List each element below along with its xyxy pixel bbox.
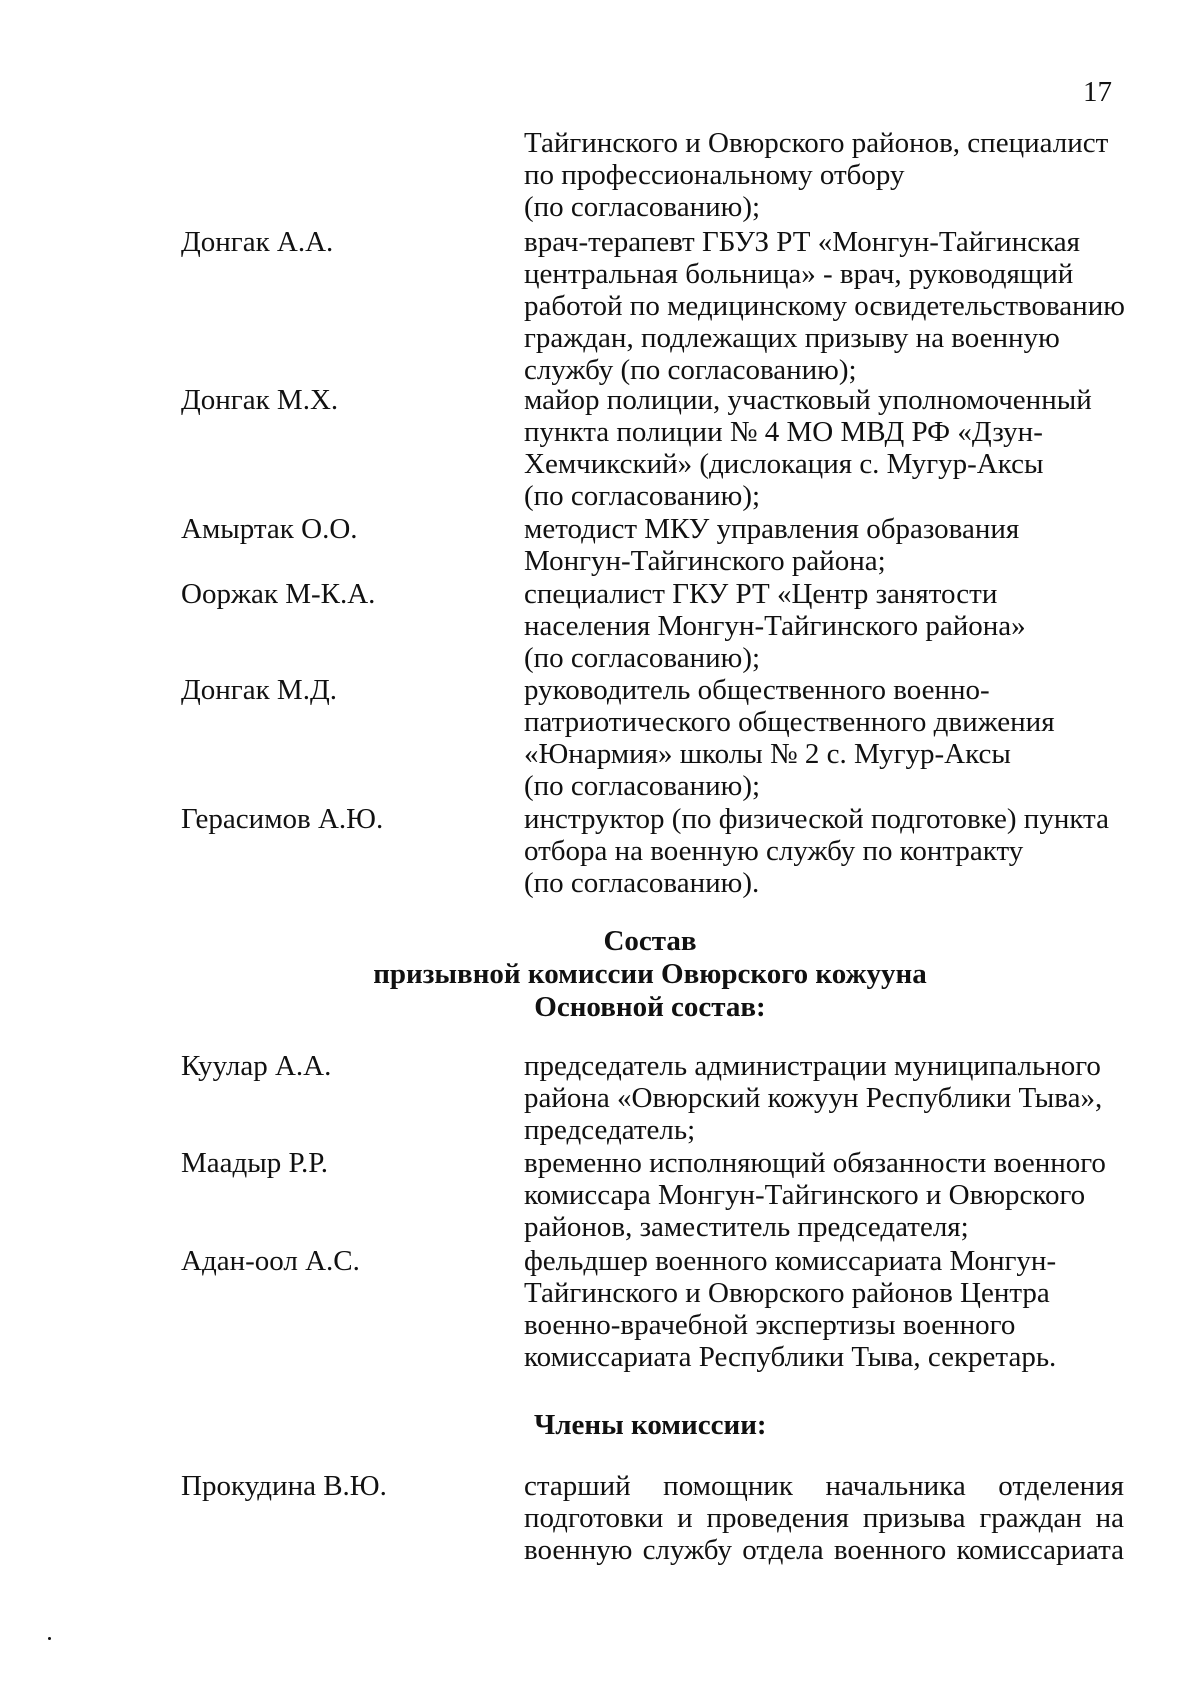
- members-heading: Члены комиссии:: [534, 1409, 767, 1441]
- heading-line: призывной комиссии Овюрского кожууна: [373, 958, 927, 990]
- text-line: «Юнармия» школы № 2 с. Мугур-Аксы: [524, 738, 1011, 770]
- member-role: [524, 226, 1124, 386]
- continuation-text: [524, 127, 1124, 223]
- text-line: центральная больница» - врач, руководящий: [524, 258, 1074, 290]
- member-name: Донгак М.Х.: [181, 384, 339, 416]
- text-line: (по согласованию);: [524, 191, 761, 223]
- member-role: [524, 1147, 1124, 1243]
- text-line: Тайгинского и Овюрского районов Центра: [524, 1277, 1050, 1309]
- text-line: подготовки и проведения призыва граждан на: [524, 1502, 1124, 1534]
- text-line: (по согласованию);: [524, 642, 761, 674]
- text-line: (по согласованию);: [524, 480, 761, 512]
- member-name: Ооржак М-К.А.: [181, 578, 376, 610]
- text-line: методист МКУ управления образования: [524, 513, 1020, 545]
- text-line: инструктор (по физической подготовке) пункта: [524, 803, 1109, 835]
- scan-speck: [48, 1637, 51, 1640]
- text-line: майор полиции, участковый уполномоченный: [524, 384, 1092, 416]
- member-name: Донгак М.Д.: [181, 674, 337, 706]
- text-line: военную службу отдела военного комиссариата: [524, 1534, 1124, 1566]
- text-line: специалист ГКУ РТ «Центр занятости: [524, 578, 998, 610]
- text-line: пункта полиции № 4 МО МВД РФ «Дзун-: [524, 416, 1043, 448]
- member-name: Амыртак О.О.: [181, 513, 358, 545]
- page-number: 17: [1083, 76, 1112, 108]
- heading-line: Состав: [603, 925, 697, 957]
- member-role: [524, 1050, 1124, 1146]
- member-name: Герасимов А.Ю.: [181, 803, 384, 835]
- member-name: Маадыр Р.Р.: [181, 1147, 329, 1179]
- text-line: граждан, подлежащих призыву на военную: [524, 322, 1060, 354]
- member-name: Прокудина В.Ю.: [181, 1470, 387, 1502]
- text-line: комиссариата Республики Тыва, секретарь.: [524, 1341, 1057, 1373]
- text-line: врач-терапевт ГБУЗ РТ «Монгун-Тайгинская: [524, 226, 1080, 258]
- text-line: временно исполняющий обязанности военного: [524, 1147, 1106, 1179]
- text-line: председатель;: [524, 1114, 696, 1146]
- member-name: Донгак А.А.: [181, 226, 334, 258]
- member-role: [524, 803, 1124, 899]
- text-line: населения Монгун-Тайгинского района»: [524, 610, 1026, 642]
- text-line: (по согласованию).: [524, 867, 760, 899]
- text-line: комиссара Монгун-Тайгинского и Овюрского: [524, 1179, 1086, 1211]
- text-line: службу (по согласованию);: [524, 354, 857, 386]
- text-line: фельдшер военного комиссариата Монгун-: [524, 1245, 1057, 1277]
- text-line: председатель администрации муниципального: [524, 1050, 1101, 1082]
- text-line: Тайгинского и Овюрского районов, специалист: [524, 127, 1109, 159]
- text-line: районов, заместитель председателя;: [524, 1211, 969, 1243]
- text-line: Хемчикский» (дислокация с. Мугур-Аксы: [524, 448, 1044, 480]
- member-role: [524, 578, 1124, 674]
- heading-line: Основной состав:: [534, 991, 766, 1023]
- member-name: Куулар А.А.: [181, 1050, 332, 1082]
- member-role: [524, 674, 1124, 802]
- text-line: по профессиональному отбору: [524, 159, 905, 191]
- text-line: отбора на военную службу по контракту: [524, 835, 1024, 867]
- text-line: руководитель общественного военно-: [524, 674, 990, 706]
- member-role: [524, 513, 1124, 577]
- member-role: [524, 384, 1124, 512]
- text-line: (по согласованию);: [524, 770, 761, 802]
- text-line: патриотического общественного движения: [524, 706, 1055, 738]
- text-line: работой по медицинскому освидетельствованию: [524, 290, 1125, 322]
- text-line: Монгун-Тайгинского района;: [524, 545, 886, 577]
- section-heading: [0, 925, 1200, 1024]
- text-line: района «Овюрский кожуун Республики Тыва»,: [524, 1082, 1103, 1114]
- text-line: старший помощник начальника отделения: [524, 1470, 1124, 1502]
- member-role: [524, 1470, 1124, 1566]
- text-line: военно-врачебной экспертизы военного: [524, 1309, 1016, 1341]
- member-name: Адан-оол А.С.: [181, 1245, 360, 1277]
- member-role: [524, 1245, 1124, 1373]
